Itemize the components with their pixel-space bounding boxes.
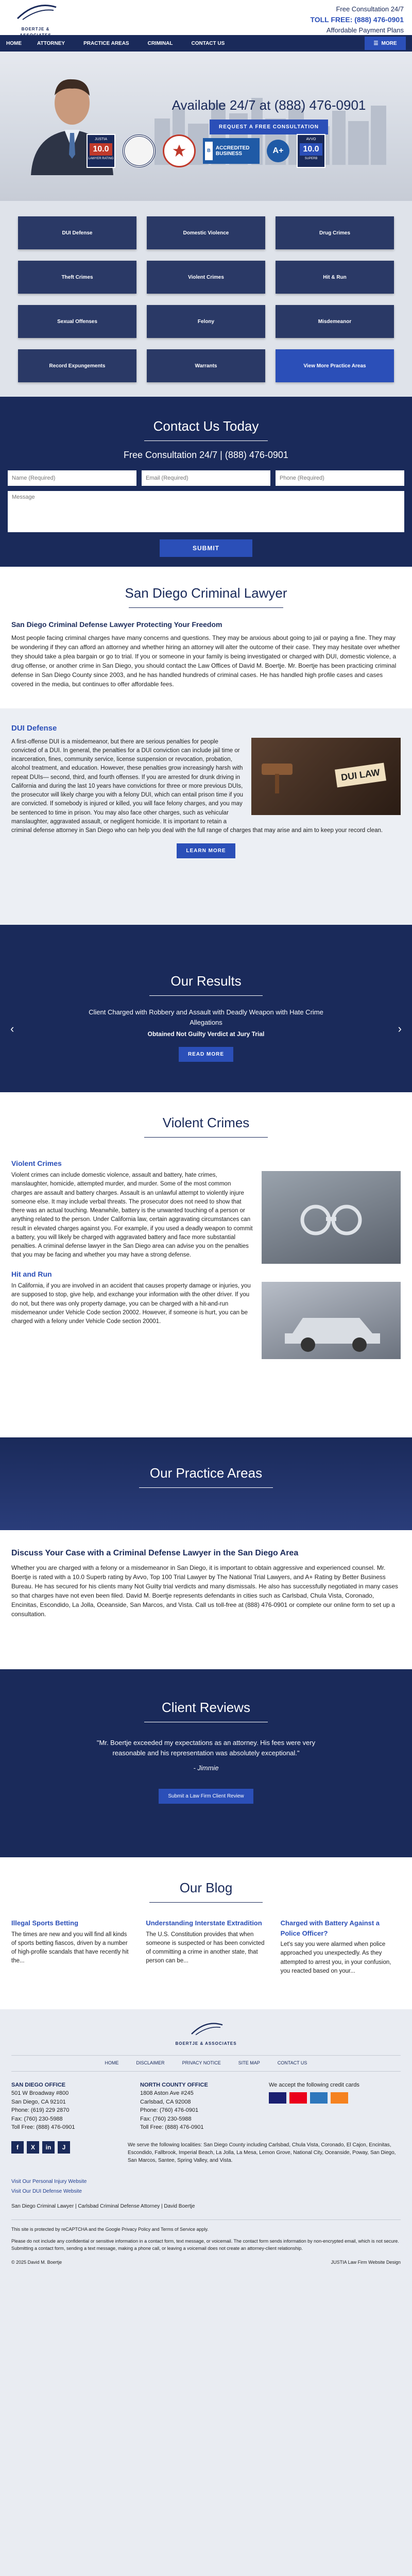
divider [149, 1902, 263, 1903]
result-verdict: Obtained Not Guilty Verdict at Jury Trial [147, 1030, 265, 1038]
footer-logo-text: BOERTJE & ASSOCIATES [175, 2041, 237, 2046]
dui-heading: DUI Defense [11, 724, 57, 733]
available-heading: Available 24/7 at (888) 476-0901 [171, 97, 366, 113]
nav-more-label: MORE [381, 40, 397, 46]
office-fax: Fax: (760) 230-5988 [140, 2115, 192, 2122]
office-phone[interactable]: Phone: (760) 476-0901 [140, 2107, 199, 2113]
dui-learn-more-button[interactable]: LEARN MORE [177, 843, 235, 858]
office-phone[interactable]: Phone: (619) 229 2870 [11, 2107, 70, 2113]
intro-heading: San Diego Criminal Defense Lawyer Protecting Your Freedom [11, 620, 222, 629]
footer-links [11, 2055, 401, 2072]
footer-link-sitemap[interactable]: SITE MAP [238, 2060, 260, 2065]
office-address: Carlsbad, CA 92008 [140, 2098, 191, 2105]
copyright: © 2025 David M. Boertje [11, 2260, 62, 2265]
bbb-logo-icon: B [205, 142, 213, 160]
nav-item-home[interactable]: HOME [6, 40, 22, 46]
blog-post[interactable] [146, 1918, 266, 1976]
footer-breadcrumb: San Diego Criminal Lawyer | Carlsbad Criminal Defense Attorney | David Boertje [11, 2203, 195, 2209]
results-section [0, 925, 412, 1092]
office-title: NORTH COUNTY OFFICE [140, 2081, 208, 2088]
logo-mark-icon [183, 2022, 229, 2038]
office-toll-free[interactable]: Toll Free: (888) 476-0901 [140, 2124, 204, 2130]
office-address: 1808 Aston Ave #245 [140, 2090, 194, 2096]
practice-tile-label: DUI Defense [62, 230, 93, 236]
nav-item-attorney[interactable]: ATTORNEY [37, 40, 65, 46]
violent-image [262, 1171, 401, 1264]
star-icon [171, 143, 187, 159]
practice-tile[interactable] [18, 216, 136, 249]
blog-post-title[interactable]: Illegal Sports Betting [11, 1919, 79, 1927]
divider [139, 1487, 273, 1488]
a-plus-badge[interactable] [267, 140, 289, 162]
badge-top: JUSTIA [94, 137, 108, 141]
violent-body: Violent crimes can include domestic violence, assault and battery, hate crimes, manslaughter, homicide, attempted murder, and murder. Some of the most common charges are assault and battery charges. Assault is an unlawful attempt to violently injure someone else. It may include verbal threats. The prosecutor does not need to show that there was an actual touching. Meanwhile, battery is the unwanted touching of a person or anything related to the person. Under California law, certain aggravating circumstances can result in elevated charges against you. For example, if you used a deadly weapon to commit a battery, you will likely be charged with aggravated battery and face more substantial penalties. A criminal defense lawyer in the San Diego area can advise you on the penalties that you may be facing and whether you may have a strong defense. [11, 1172, 253, 1259]
main-nav [0, 35, 412, 52]
office-address: San Diego, CA 92101 [11, 2098, 66, 2105]
badge-main: 10.0 [90, 143, 112, 156]
badge-main: A+ [272, 146, 284, 155]
violent-heading: Violent Crimes [11, 1159, 62, 1167]
logo[interactable] [7, 3, 64, 32]
intro-section [0, 567, 412, 694]
nav-item-criminal[interactable]: CRIMINAL [147, 40, 173, 46]
dui-body: A first-offense DUI is a misdemeanor, but there are serious penalties for people convicted of a DUI. In general, the penalties for a DUI conviction can include jail time or incarceration, fines, community service, license suspension or revocation, probation, alcohol treatment, and education. However, these penalties grow increasingly harsh with repeat DUIs— second, third, and fourth offenses. If you are arrested for drunk driving in California and during the last 10 years have convictions for three or more previous DUIs, the prosecutor will likely charge you with a felony DUI, which can entail prison time if you are convicted. If somebody is injured or killed, you will face felony charges, and you may be sentenced to time in prison. You may also face other charges, such as vehicular manslaughter, aggravated assault, or negligent homicide. It is important to retain a criminal defense attorney in San Diego who can help you deal with the full range of charges that may arise and aim to keep your record clean. [11, 738, 383, 834]
practice-tile-label: Theft Crimes [61, 274, 93, 280]
blog-title: Our Blog [179, 1880, 233, 1895]
nav-more-button[interactable] [365, 37, 406, 50]
message-field[interactable] [8, 491, 404, 532]
toll-free-phone[interactable]: TOLL FREE: (888) 476-0901 [310, 15, 404, 24]
handcuffs-icon [295, 1194, 367, 1241]
discuss-heading: Discuss Your Case with a Criminal Defense Lawyer in the San Diego Area [11, 1549, 299, 1557]
badge-top: AVVO [306, 137, 316, 141]
practice-grid [0, 201, 412, 397]
dui-website-link[interactable]: Visit Our DUI Defense Website [11, 2188, 82, 2194]
phone-field[interactable] [276, 470, 404, 486]
office-fax: Fax: (760) 230-5988 [11, 2115, 63, 2122]
office-title: SAN DIEGO OFFICE [11, 2081, 66, 2088]
blog-post[interactable] [281, 1918, 401, 1976]
free-consultation-button[interactable]: REQUEST A FREE CONSULTATION [210, 120, 328, 134]
badge-sub: SUPERB [304, 157, 318, 160]
practice-tile[interactable] [18, 305, 136, 338]
divider [129, 607, 283, 608]
footer-link-home[interactable]: HOME [105, 2060, 119, 2065]
linkedin-icon[interactable]: in [42, 2141, 55, 2154]
disclaimer-text: Please do not include any confidential or sensitive information in a contact form, text message, or voicemail. The contact form sends information by non-encrypted email, which is not secure. Submitting a contact form, sending a text message, making a phone call, or leaving a voicemail does not create an attorney-client relationship. [11, 2239, 399, 2251]
carousel-prev-icon[interactable]: ‹ [10, 1022, 14, 1035]
intro-title: San Diego Criminal Lawyer [125, 585, 287, 601]
practice-tile[interactable] [147, 305, 265, 338]
visa-icon [269, 2092, 286, 2104]
consult-label: Free Consultation 24/7 [336, 5, 404, 13]
discuss-section [0, 1538, 412, 1624]
recaptcha-notice: This site is protected by reCAPTCHA and the Google Privacy Policy and Terms of Service apply. [11, 2219, 401, 2233]
blog-post-title[interactable]: Charged with Battery Against a Police Officer? [280, 1919, 380, 1937]
reviews-section [0, 1669, 412, 1857]
practice-banner [0, 1437, 412, 1530]
payment-plans: Affordable Payment Plans [326, 26, 404, 34]
submit-review-button[interactable]: Submit a Law Firm Client Review [159, 1789, 253, 1804]
practice-tile[interactable] [18, 349, 136, 382]
practice-tile[interactable] [18, 261, 136, 294]
practice-tile-label: Domestic Violence [183, 230, 229, 236]
hit-run-image [262, 1282, 401, 1359]
discover-icon [331, 2092, 348, 2104]
office-san-diego [11, 2081, 125, 2132]
violent-section [0, 1092, 412, 1364]
practice-tile[interactable] [276, 261, 394, 294]
dui-image [251, 738, 401, 815]
avvo-badge[interactable] [297, 134, 325, 168]
violent-title: Violent Crimes [162, 1115, 250, 1130]
footer-logo[interactable] [0, 2022, 412, 2047]
blog-post-title[interactable]: Understanding Interstate Extradition [146, 1919, 262, 1927]
blog-post[interactable] [11, 1918, 131, 1976]
hit-run-heading: Hit and Run [11, 1270, 52, 1278]
result-case: Client Charged with Robbery and Assault with Deadly Weapon with Hate Crime Allegations [89, 1008, 323, 1026]
gavel-icon [256, 753, 318, 794]
intro-body: Most people facing criminal charges have many concerns and questions. They may be anxious about going to jail or paying a fine. They may be wondering if they can afford an attorney and whether hiring an attorney will alter the outcome of their case. They may hesitate over whether they should take a plea bargain or go to trial. If you or someone in your family is being investigated or charged with DUI, domestic violence, a drug offense, or another crime in San Diego, you should contact the Law Offices of David M. Boertje. Mr. Boertje has been practicing criminal defense in San Diego County since 2003, and he has handled hundreds of criminal cases. He has handled high profile cases and cases covered in the media, but continues to offer affordable fees. [11, 634, 400, 688]
practice-tile[interactable] [147, 261, 265, 294]
badges-bar [0, 129, 412, 173]
practice-title: Our Practice Areas [149, 1465, 263, 1481]
blog-post-excerpt: Let's say you were alarmed when police approached you unexpectedly. As they attempted to arrest you, in your confusion, you reacted based on your... [280, 1941, 391, 1974]
submit-button[interactable]: SUBMIT [160, 539, 252, 557]
carousel-next-icon[interactable]: › [398, 1022, 402, 1035]
name-field[interactable] [8, 470, 136, 486]
site-header [0, 0, 412, 35]
office-address: 501 W Broadway #800 [11, 2090, 69, 2096]
x-icon[interactable]: X [27, 2141, 39, 2154]
practice-tile[interactable] [276, 305, 394, 338]
office-north-county [140, 2081, 253, 2132]
footer-link-privacy[interactable]: PRIVACY NOTICE [182, 2060, 221, 2065]
footer [0, 2009, 412, 2576]
practice-tile-label: Hit & Run [323, 274, 347, 280]
divider [149, 995, 263, 996]
contact-section [0, 397, 412, 567]
hero [0, 52, 412, 201]
service-areas: We serve the following localities: San Diego County including Carlsbad, Chula Vista, Coronado, El Cajon, Encinitas, Escondido, Fallbrook, Imperial Beach, La Jolla, La Mesa, Lemon Grove, National City, Oceanside, Poway, San Diego, San Marcos, Santee, Spring Valley, and Vista. [128, 2142, 396, 2163]
personal-injury-link[interactable]: Visit Our Personal Injury Website [11, 2178, 87, 2184]
practice-tile-label: Sexual Offenses [57, 318, 97, 325]
hit-run-body: In California, if you are involved in an accident that causes property damage or injuries, you are supposed to stop, give help, and exchange your information with the other driver. If you do not, but there was only property damage, you can be charged with a hit-and-run misdemeanor under Vehicle Code section 20002. However, if someone is hurt, you can be charged with a felony under Vehicle Code section 20001. [11, 1283, 251, 1325]
mastercard-icon [289, 2092, 307, 2104]
dui-section [0, 708, 412, 925]
logo-text: BOERTJE & [21, 27, 50, 31]
results-read-more-button[interactable]: READ MORE [179, 1047, 233, 1062]
nav-item-practice-areas[interactable]: PRACTICE AREAS [83, 40, 129, 46]
credit-cards [269, 2081, 401, 2132]
cards-label: We accept the following credit cards [269, 2081, 359, 2088]
justia-credit[interactable]: JUSTIA Law Firm Website Design [331, 2260, 401, 2265]
justia-icon[interactable]: J [58, 2141, 70, 2154]
email-field[interactable] [142, 470, 270, 486]
footer-link-disclaimer[interactable]: DISCLAIMER [136, 2060, 165, 2065]
blog-post-excerpt: The times are new and you will find all kinds of sports betting fiascos, driven by a number of high-profile scandals that have recently hit the... [11, 1931, 129, 1964]
justia-badge[interactable] [87, 134, 115, 168]
super-lawyers-badge[interactable] [163, 134, 196, 167]
badge-main: 10.0 [300, 143, 322, 156]
practice-tile[interactable] [276, 216, 394, 249]
practice-tile-label: Violent Crimes [188, 274, 224, 280]
bbb-badge[interactable] [203, 138, 260, 164]
discuss-body: Whether you are charged with a felony or a misdemeanor in San Diego, it is important to obtain aggressive and experienced counsel. Mr. Boertje is rated with a 10.0 Superb rating by Avvo, Top 100 Trial Lawyer by The National Trial Lawyers, and A+ Rating by Better Business Bureau. He has secured for his clients many Not Guilty trial verdicts and many dismissals. He also has successfully negotiated in many cases so that charges have not even been filed. David M. Boertje represents defendants in cities such as Carlsbad, Chula Vista, Coronado, Encinitas, Escondido, La Jolla, Oceanside, San Marcos, and Vista. Call us toll-free at (888) 476-0901 or complete our online form to set up a consultation. [11, 1564, 398, 1618]
divider [144, 1137, 268, 1138]
seal-badge[interactable] [123, 134, 156, 167]
contact-subtitle: Free Consultation 24/7 | (888) 476-0901 [124, 450, 288, 460]
practice-tile[interactable] [276, 349, 394, 382]
contact-title: Contact Us Today [153, 418, 259, 434]
review-author: - Jimmie [193, 1764, 219, 1772]
badge-sub: LAWYER RATING [88, 157, 114, 160]
menu-icon: ☰ [373, 40, 379, 46]
facebook-icon[interactable]: f [11, 2141, 24, 2154]
dui-image-label: DUI LAW [335, 762, 386, 787]
divider [144, 440, 268, 441]
blog-section [0, 1857, 412, 1976]
practice-tile-label: View More Practice Areas [303, 363, 366, 369]
reviews-title: Client Reviews [162, 1700, 250, 1715]
practice-tile-label: Felony [197, 318, 215, 325]
amex-icon [310, 2092, 328, 2104]
badge-main: ACCREDITED BUSINESS [215, 145, 250, 157]
practice-tile-label: Warrants [195, 363, 217, 369]
blog-post-excerpt: The U.S. Constitution provides that when someone is suspected or has been convicted of committing a crime in another state, that person can be... [146, 1931, 265, 1964]
car-icon [262, 1282, 401, 1359]
practice-tile[interactable] [147, 349, 265, 382]
results-title: Our Results [170, 973, 242, 989]
review-quote: "Mr. Boertje exceeded my expectations as an attorney. His fees were very reasonable and his representation was absolutely exceptional." [96, 1739, 316, 1757]
nav-item-contact[interactable]: CONTACT US [191, 40, 225, 46]
practice-tile-label: Misdemeanor [318, 318, 352, 325]
office-toll-free[interactable]: Toll Free: (888) 476-0901 [11, 2124, 75, 2130]
practice-tile-label: Record Expungements [49, 363, 106, 369]
practice-tile-label: Drug Crimes [319, 230, 350, 236]
logo-mark-icon [7, 3, 64, 24]
practice-tile[interactable] [147, 216, 265, 249]
footer-link-contact[interactable]: CONTACT US [277, 2060, 307, 2065]
